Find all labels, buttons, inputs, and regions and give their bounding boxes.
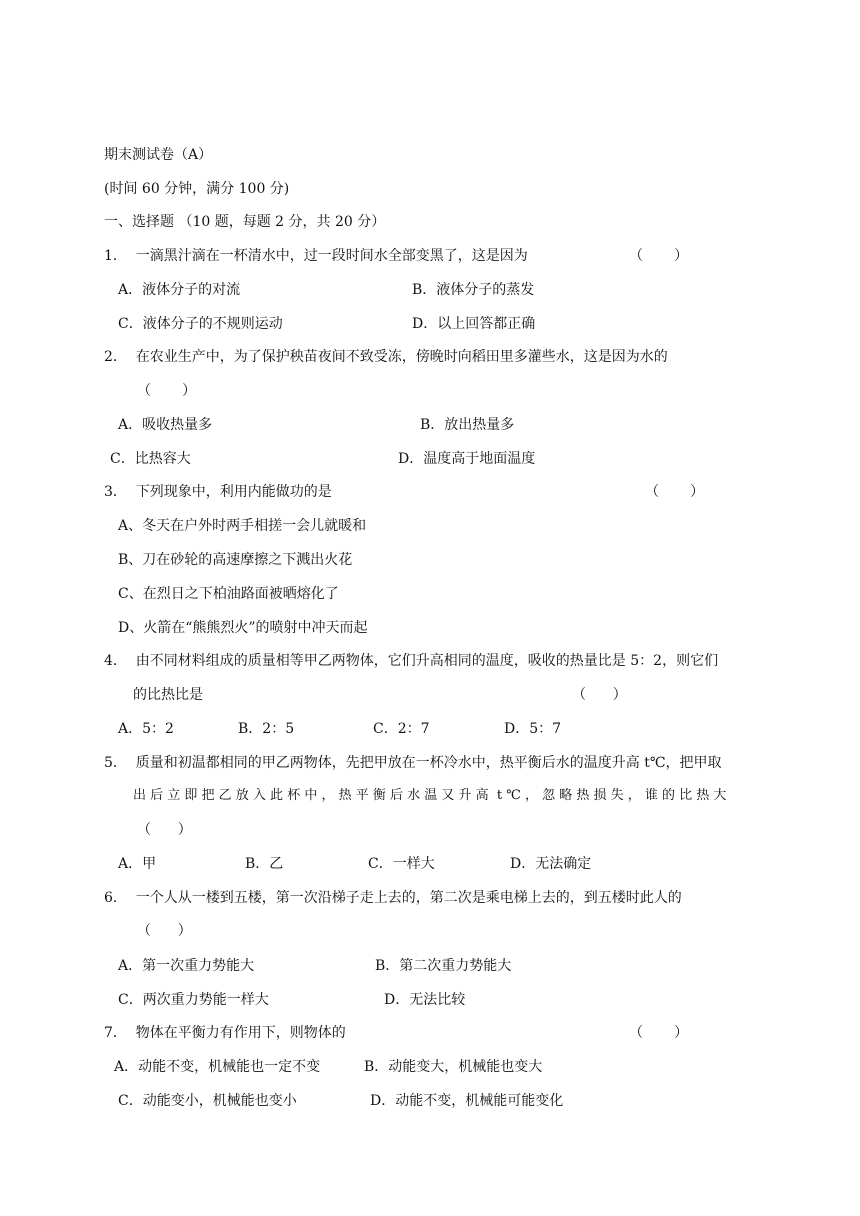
question-1-option-b: B．液体分子的蒸发	[412, 282, 535, 298]
question-2-option-b: B．放出热量多	[420, 417, 515, 433]
question-1-option-d: D．以上回答都正确	[412, 316, 536, 332]
question-7-option-a: A．动能不变，机械能也一定不变	[114, 1059, 321, 1075]
question-5-option-d: D．无法确定	[510, 856, 592, 872]
question-5-option-a: A．甲	[118, 856, 157, 872]
question-3-option-d: D、火箭在“熊熊烈火”的喷射中冲天而起	[118, 620, 368, 636]
section-heading: 一、选择题 （10 题，每题 2 分，共 20 分）	[104, 214, 386, 230]
question-5-option-c: C．一样大	[368, 856, 435, 872]
question-2-option-c: C．比热容大	[110, 451, 191, 467]
question-5-option-b: B．乙	[245, 856, 284, 872]
exam-info: (时间 60 分钟，满分 100 分)	[104, 181, 290, 197]
question-4-stem: 4． 由不同材料组成的质量相等甲乙两物体，它们升高相同的温度，吸收的热量比是 5：2，则它们	[104, 653, 719, 669]
question-6-stem: 6． 一个人从一楼到五楼，第一次沿梯子走上去的，第二次是乘电梯上去的，到五楼时此人的	[104, 890, 682, 906]
question-5-stem: 5． 质量和初温都相同的甲乙两物体，先把甲放在一杯冷水中，热平衡后水的温度升高 t℃，把甲取	[104, 755, 722, 771]
question-1-stem: 1． 一滴黑汁滴在一杯清水中，过一段时间水全部变黑了，这是因为	[104, 248, 528, 264]
page-title: 期末测试卷（A）	[104, 147, 213, 163]
question-2-answer-blank: （ ）	[137, 383, 197, 399]
question-3-answer-blank: （ ）	[645, 484, 705, 500]
question-4-option-a: A．5：2	[118, 721, 174, 737]
question-7-answer-blank: （ ）	[629, 1025, 689, 1041]
question-6-option-c: C．两次重力势能一样大	[118, 992, 269, 1008]
question-6-option-b: B．第二次重力势能大	[375, 958, 512, 974]
question-4-option-b: B．2：5	[238, 721, 295, 737]
question-2-option-a: A．吸收热量多	[118, 417, 213, 433]
question-5-answer-blank: （ ）	[137, 822, 192, 838]
question-6-option-d: D．无法比较	[384, 992, 466, 1008]
question-4-stem-continued: 的比热比是	[133, 687, 203, 703]
question-3-stem: 3． 下列现象中，利用内能做功的是	[104, 484, 332, 500]
question-2-option-d: D．温度高于地面温度	[398, 451, 536, 467]
question-5-stem-continued: 出 后 立 即 把 乙 放 入 此 杯 中 ， 热 平 衡 后 水 温 又 升 高 t ℃ ， 忽 略 热 损 失 ， 谁 的 比 热 大	[133, 788, 727, 803]
question-3-option-c: C、在烈日之下柏油路面被晒熔化了	[118, 586, 339, 602]
question-1-option-c: C．液体分子的不规则运动	[118, 316, 283, 332]
question-1-answer-blank: （ ）	[629, 248, 689, 264]
question-7-option-b: B．动能变大，机械能也变大	[364, 1059, 543, 1075]
question-4-option-d: D．5：7	[504, 721, 562, 737]
question-6-option-a: A．第一次重力势能大	[118, 958, 255, 974]
question-6-answer-blank: （ ）	[137, 923, 192, 939]
question-4-option-c: C．2：7	[373, 721, 430, 737]
question-1-option-a: A．液体分子的对流	[118, 282, 241, 298]
question-7-option-c: C．动能变小，机械能也变小	[118, 1093, 297, 1109]
question-2-stem: 2． 在农业生产中，为了保护秧苗夜间不致受冻，傍晚时向稻田里多灌些水，这是因为水的	[104, 349, 668, 365]
question-3-option-b: B、刀在砂轮的高速摩擦之下溅出火花	[118, 552, 353, 568]
question-7-stem: 7． 物体在平衡力有作用下，则物体的	[104, 1025, 346, 1041]
question-7-option-d: D．动能不变，机械能可能变化	[370, 1093, 564, 1109]
question-3-option-a: A、冬天在户外时两手相搓一会儿就暖和	[118, 518, 367, 534]
question-4-answer-blank: （ ）	[572, 687, 627, 703]
